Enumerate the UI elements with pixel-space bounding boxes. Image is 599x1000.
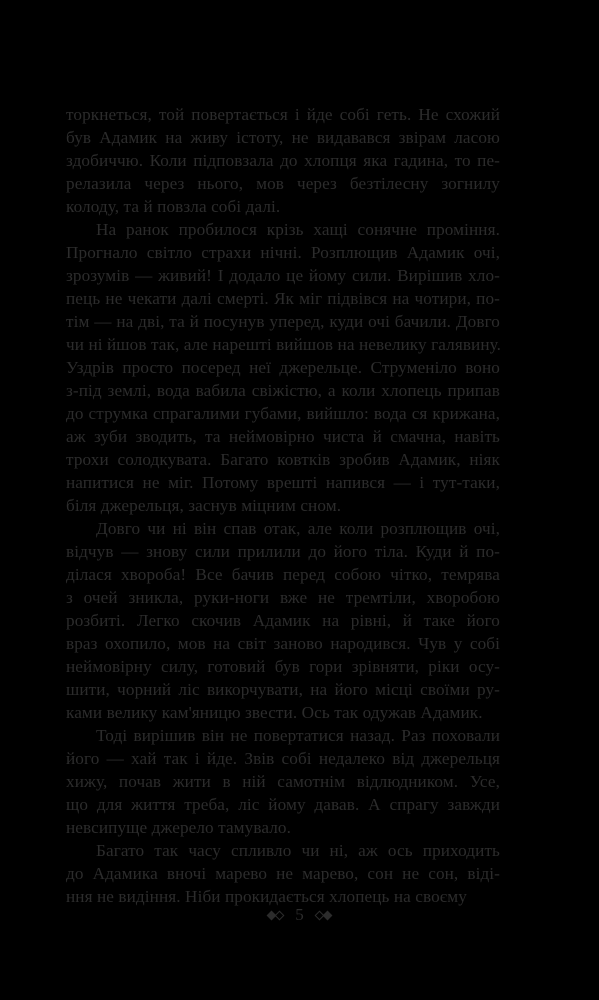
text-line: ділася хвороба! Все бачив перед собою чітко, темрява [66, 565, 500, 584]
text-line: хижу, почав жити в ній самотнім відлюдником. Усе, [66, 772, 500, 791]
body-text [66, 103, 500, 908]
text-line: невсипуще джерело тамувало. [66, 818, 291, 837]
paragraph [66, 103, 500, 218]
text-line: Довго чи ні він спав отак, але коли розплющив очі, [96, 519, 500, 538]
text-line: Уздрів просто посеред неї джерельце. Струменіло воно [66, 358, 500, 377]
text-line: ння не видіння. Ніби прокидається хлопець на своєму [66, 887, 467, 906]
text-line: відчув — знову сили прилили до його тіла. Куди й по- [66, 542, 500, 561]
text-line: що для життя треба, ліс йому давав. А спрагу завжди [66, 795, 500, 814]
text-line: зрозумів — живий! І додало це йому сили. Вирішив хло- [66, 266, 500, 285]
text-line: здобиччю. Коли підповзала до хлопця яка гадина, то пе- [66, 151, 500, 170]
text-line: трохи солодкувата. Багато ковтків зробив Адамик, ніяк [66, 450, 500, 469]
text-line: релазила через нього, мов через безтілесну зогнилу [66, 174, 500, 193]
text-line: ками велику кам'яницю звести. Ось так одужав Адамик. [66, 703, 483, 722]
text-line: На ранок пробилося крізь хащі сонячне проміння. [96, 220, 500, 239]
paragraph [66, 839, 500, 908]
paragraph [66, 517, 500, 724]
text-line: з очей зникла, руки-ноги вже не тремтіли, хворобою [66, 588, 500, 607]
text-line: торкнеться, той повертається і йде собі геть. Не схожий [66, 105, 500, 124]
text-line: Прогнало світло страхи нічні. Розплющив Адамик очі, [66, 243, 500, 262]
text-line: колоду, та й повзла собі далі. [66, 197, 281, 216]
text-line: до Адамика вночі марево не марево, сон не сон, віді- [66, 864, 500, 883]
paragraph [66, 724, 500, 839]
text-line: Багато так часу спливло чи ні, аж ось приходить [96, 841, 500, 860]
text-line: чи ні йшов так, але нарешті вийшов на невелику галявину. [66, 335, 502, 354]
text-line: тім — на дві, та й посунув уперед, куди очі бачили. Довго [66, 312, 500, 331]
left-ornament-icon [268, 912, 283, 919]
text-line: до струмка спрагалими губами, вийшло: вода ся крижана, [66, 404, 500, 423]
page-number: 5 [295, 905, 304, 924]
right-ornament-icon [316, 912, 331, 919]
text-line: був Адамик на живу істоту, не видавався звірам ласою [66, 128, 500, 147]
text-line: шити, чорний ліс викорчувати, на його місці своїми ру- [66, 680, 500, 699]
text-line: аж зуби зводить, та неймовірно чиста й смачна, навіть [66, 427, 500, 446]
text-line: неймовірну силу, готовий був гори зрівняти, ріки осу- [66, 657, 500, 676]
text-line: з-під землі, вода вабила свіжістю, а коли хлопець припав [66, 381, 500, 400]
text-line: напитися не міг. Потому врешті напився — і тут-таки, [66, 473, 500, 492]
text-line: пець не чекати далі смерті. Як міг підвівся на чотири, по- [66, 289, 500, 308]
text-line: враз охопило, мов на світ заново народився. Чув у собі [66, 634, 500, 653]
text-line: Тоді вирішив він не повертатися назад. Раз поховали [96, 726, 500, 745]
text-line: його — хай так і йде. Звів собі недалеко від джерельця [66, 749, 500, 768]
text-line: розбиті. Легко скочив Адамик на рівні, й таке його [66, 611, 500, 630]
text-line: біля джерельця, заснув міцним сном. [66, 496, 342, 515]
page-footer [0, 903, 599, 927]
paragraph [66, 218, 500, 517]
